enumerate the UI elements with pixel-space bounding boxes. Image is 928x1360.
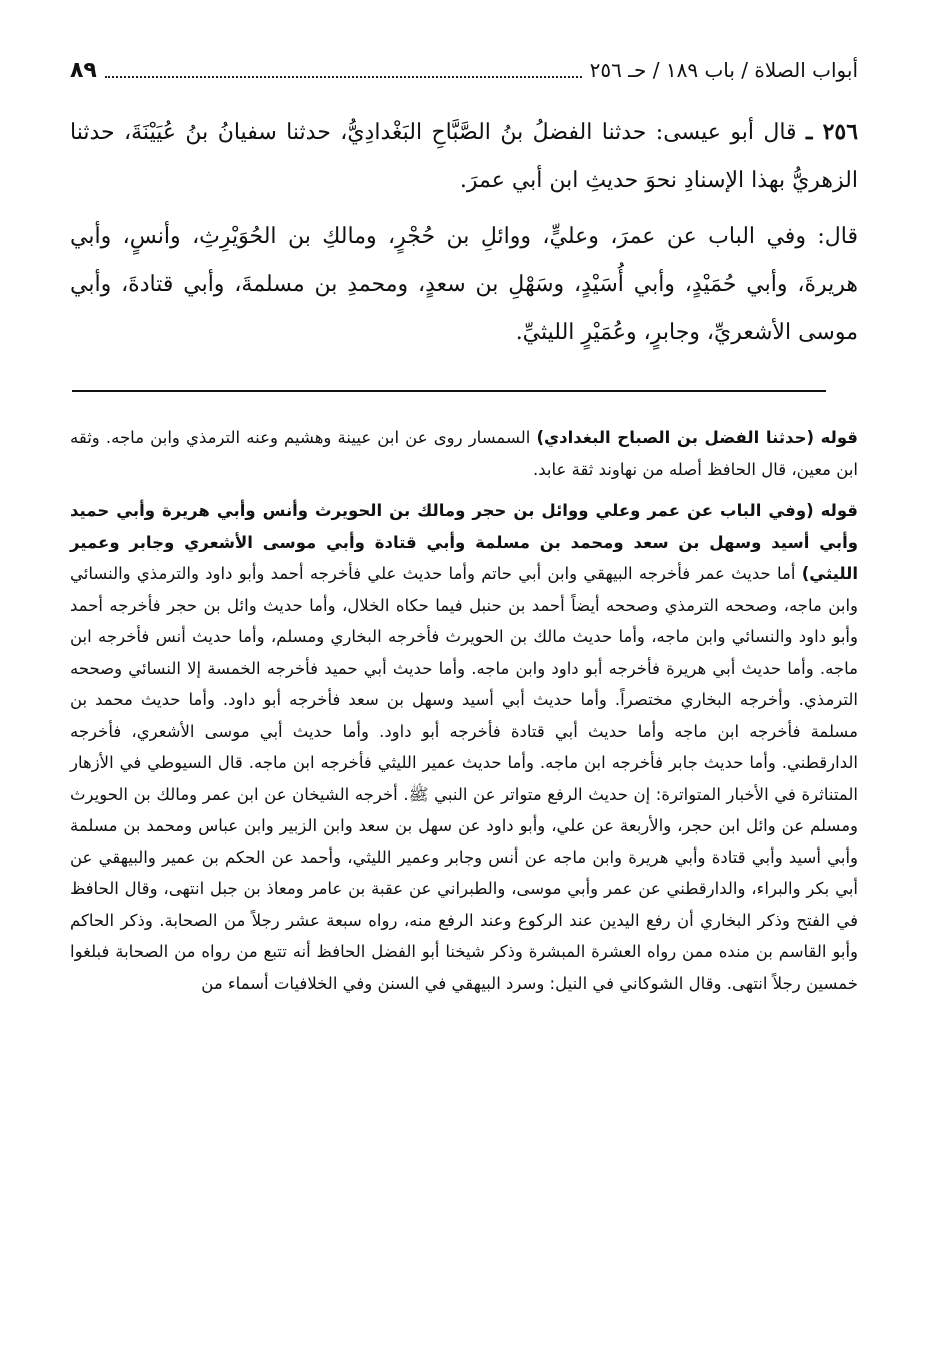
hadith-main-text: [70, 108, 858, 365]
page-number: ٨٩: [70, 57, 97, 83]
chapter-paragraph: قال: وفي الباب عن عمرَ، وعليٍّ، ووائلِ بن حُجْرٍ، ومالكِ بن الحُوَيْرِثِ، وأنسٍ، وأبي هريرةَ، وأبي حُمَيْدٍ، وأبي أُسَيْدٍ، وسَهْلِ بن سعدٍ، ومحمدِ بن مسلمةَ، وأبي قتادةَ، وأبي موسى الأشعريِّ، وجابرٍ، وعُمَيْرٍ الليثيِّ.: [70, 224, 858, 345]
commentary-text-1: السمسار روى عن ابن عيينة وهشيم وعنه الترمذي وابن ماجه. وثقه ابن معين، قال الحافظ أصله من نهاوند ثقة عابد.: [70, 428, 858, 479]
commentary-paragraph-1: [70, 422, 858, 485]
footnote-divider: [72, 390, 826, 392]
header-dot-leader: [105, 62, 582, 78]
running-header-title: أبواب الصلاة / باب ١٨٩ / حـ ٢٥٦: [589, 58, 858, 82]
commentary-paragraph-2: [70, 495, 858, 999]
commentary-quote-1: قوله (حدثنا الفضل بن الصباح البغدادي): [536, 428, 858, 447]
hadith-number: ٢٥٦ ـ: [806, 119, 859, 145]
commentary-quote-2: قوله (وفي الباب عن عمر وعلي ووائل بن حجر ومالك بن الحويرث وأنس وأبي هريرة وأبي حميد وأبي أسيد وسهل بن سعد ومحمد بن مسلمة وأبي قتادة وأبي موسى الأشعري وجابر وعمير الليثي): [70, 501, 858, 583]
page-header: [70, 52, 858, 88]
hadith-paragraph: [70, 108, 858, 205]
commentary-text-2: أما حديث عمر فأخرجه البيهقي وابن أبي حاتم وأما حديث علي فأخرجه أحمد وأبو داود والترمذي والنسائي وابن ماجه، وصححه الترمذي وصححه أيضاً أحمد بن حنبل فيما حكاه الخلال، وأما حديث وائل بن حجر فأخرجه أحمد وأبو داود والنسائي وابن ماجه، وأما حديث مالك بن الحويرث فأخرجه البخاري ومسلم، وأما حديث أنس فأخرجه ابن ماجه. وأما حديث أبي هريرة فأخرجه أبو داود وابن ماجه. وأما حديث أبي حميد فأخرجه الخمسة إلا النسائي وصححه الترمذي. وأخرجه البخاري مختصراً. وأما حديث أبي أسيد وسهل بن سعد فأخرجه أبو داود. وأما حديث محمد بن مسلمة فأخرجه ابن ماجه وأما حديث أبي قتادة فأخرجه أبو داود. وأما حديث أبي موسى الأشعري، فأخرجه الدارقطني. وأما حديث جابر فأخرجه ابن ماجه. وأما حديث عمير الليثي فأخرجه ابن ماجه. قال السيوطي في الأزهار المتناثرة في الأخبار المتواترة: إن حديث الرفع متواتر عن النبي ﷺ. أخرجه الشيخان عن ابن عمر ومالك بن الحويرث ومسلم عن وائل ابن حجر، والأربعة عن علي، وأبو داود عن سهل بن سعد وابن الزبير وابن عباس ومحمد بن مسلمة وأبي أسيد وأبي قتادة وأبي هريرة وابن ماجه عن أنس وجابر وعمير الليثي، وأحمد عن الحكم بن عمير والبيهقي عن أبي بكر والبراء، والدارقطني عن عمر وأبي موسى، والطبراني عن عقبة بن عامر ومعاذ بن جبل انتهى، وقال الحافظ في الفتح وذكر البخاري أن رفع اليدين عند الركوع وعند الرفع منه، رواه سبعة عشر رجلاً من الصحابة. وذكر الحاكم وأبو القاسم بن منده ممن رواه العشرة المبشرة وذكر شيخنا أبو الفضل الحافظ أنه تتبع من رواه من الصحابة فبلغوا خمسين رجلاً انتهى. وقال الشوكاني في النيل: وسرد البيهقي في السنن وفي الخلافيات أسماء من: [70, 564, 858, 993]
hadith-text: قال أبو عيسى: حدثنا الفضلُ بنُ الصَّبَّاحِ البَغْدادِيُّ، حدثنا سفيانُ بنُ عُيَيْنَةَ، حدثنا الزهريُّ بهذا الإسنادِ نحوَ حديثِ ابن أبي عمرَ.: [70, 120, 858, 193]
commentary-section: [70, 422, 858, 1009]
